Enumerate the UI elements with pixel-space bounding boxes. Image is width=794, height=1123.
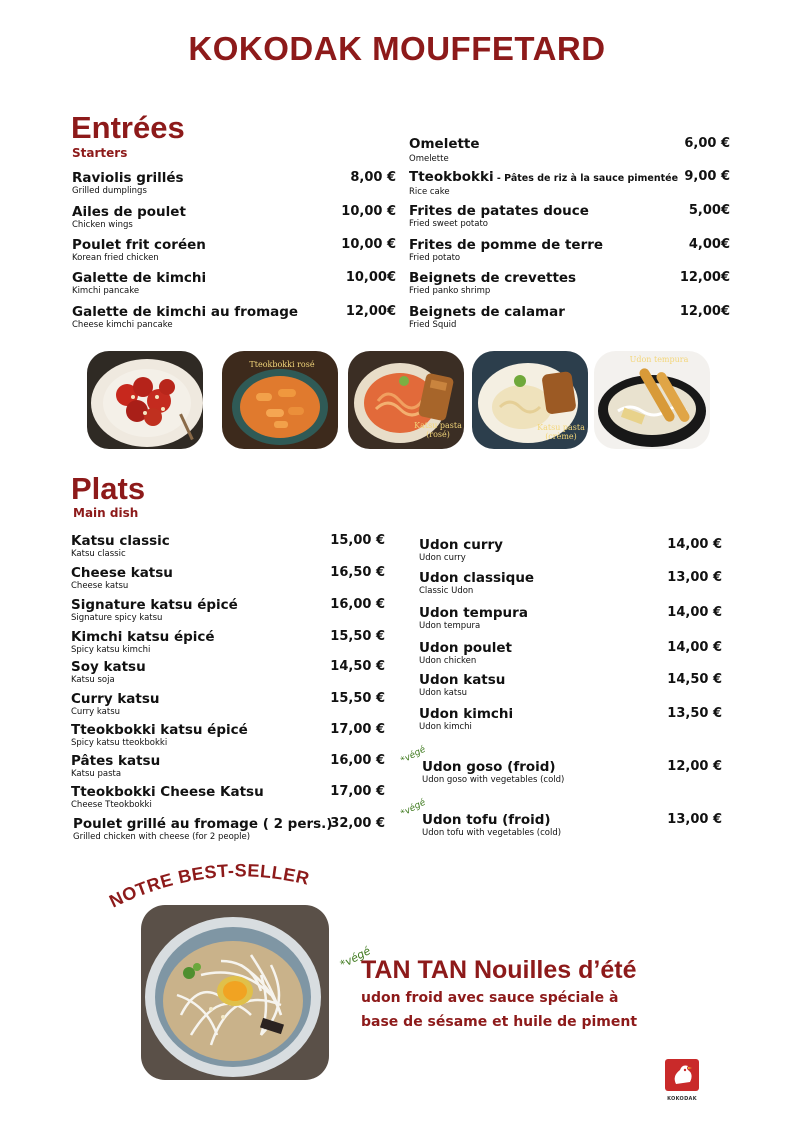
item-price: 13,50 € [667,706,722,721]
katsu-pasta-rose-photo [348,351,464,449]
menu-item [71,597,385,624]
item-price: 10,00 € [341,237,396,252]
item-price: 17,00 € [330,784,385,799]
menu-item [419,672,722,699]
item-price: 14,00 € [667,640,722,655]
item-price: 14,50 € [330,659,385,674]
best-seller-title: TAN TAN Nouilles d’été [361,956,637,984]
item-price: 4,00€ [688,237,730,252]
item-translation: Katsu classic [71,549,126,559]
item-name: Udon poulet [419,640,512,656]
item-name: Tteokbokki Cheese Katsu [71,784,264,800]
item-translation: Korean fried chicken [72,253,159,263]
menu-item [72,237,396,264]
item-name: Cheese katsu [71,565,173,581]
item-translation: Cheese kimchi pancake [72,320,173,330]
item-name: Poulet grillé au fromage ( 2 pers.) [73,816,333,832]
item-name: Soy katsu [71,659,146,675]
photo-caption: Udon tempura [629,355,689,364]
logo-text: KOKODAK [667,1096,697,1102]
entrees-title: Entrées [71,110,185,145]
item-name: Ailes de poulet [72,204,186,220]
vege-tag: *végé [337,944,373,971]
item-name: Udon goso (froid) [422,759,556,775]
item-translation: Cheese Tteokbokki [71,800,152,810]
menu-item [71,753,385,780]
best-seller-text: NOTRE BEST-SELLER [106,860,312,912]
item-translation: Fried panko shrimp [409,286,491,296]
menu-item [419,570,722,597]
photo-caption: Katsu pasta (crème) [537,423,585,441]
item-price: 6,00 € [684,136,730,151]
item-name: Frites de patates douce [409,203,589,219]
menu-item [72,270,396,297]
entrees-subtitle: Starters [72,146,128,160]
item-name: Galette de kimchi au fromage [72,304,299,320]
item-translation: Grilled dumplings [72,186,147,196]
item-translation: Udon tempura [419,621,481,631]
item-price: 14,50 € [667,672,722,687]
best-seller-description [361,986,637,1034]
item-price: 12,00 € [667,759,722,774]
item-name: Raviolis grillés [72,170,184,186]
item-price: 15,50 € [330,629,385,644]
kokodak-chicken-logo [664,1058,700,1100]
menu-item [409,270,730,297]
item-translation: Chicken wings [72,220,133,230]
item-translation: Udon tofu with vegetables (cold) [422,828,562,838]
item-price: 14,00 € [667,537,722,552]
restaurant-title: KOKODAK MOUFFETARD [188,30,606,67]
vege-tag: *végé [399,744,428,766]
item-translation: Grilled chicken with cheese (for 2 people) [73,832,251,842]
item-price: 13,00 € [667,812,722,827]
item-translation: Udon curry [419,553,466,563]
item-name: Udon kimchi [419,706,514,722]
item-price: 32,00 € [330,816,385,831]
item-translation: Spicy katsu kimchi [71,645,151,655]
item-name: Kimchi katsu épicé [71,629,215,645]
item-price: 13,00 € [667,570,722,585]
chicken-icon [664,1058,700,1092]
menu-item [409,304,730,331]
item-price: 16,00 € [330,597,385,612]
item-price: 17,00 € [330,722,385,737]
item-name: Tteokbokki katsu épicé [71,722,248,738]
menu-item [71,659,385,686]
item-name: Frites de pomme de terre [409,237,604,253]
menu-item [71,784,385,811]
photo-caption: Tteokbokki rosé [249,360,315,369]
menu-item [422,812,722,839]
item-translation: Classic Udon [419,586,474,596]
item-name: Beignets de calamar [409,304,565,320]
item-translation: Udon katsu [419,688,468,698]
item-price: 9,00 € [684,169,730,184]
menu-item [71,722,385,749]
item-translation: Udon kimchi [419,722,472,732]
item-name: Katsu classic [71,533,170,549]
menu-item [419,706,722,733]
tteokbokki-photo [222,351,338,449]
item-translation: Kimchi pancake [72,286,140,296]
photo-caption: Katsu pasta (rosé) [414,421,462,439]
menu-item [409,203,730,230]
item-name: Udon katsu [419,672,506,688]
item-name: Pâtes katsu [71,753,161,769]
vege-tag: *végé [399,797,428,819]
item-translation: Udon goso with vegetables (cold) [422,775,565,785]
item-translation: Cheese katsu [71,581,129,591]
item-translation: Katsu soja [71,675,115,685]
item-price: 14,00 € [667,605,722,620]
item-name: Omelette [409,136,480,152]
item-price: 15,00 € [330,533,385,548]
item-name: Udon tofu (froid) [422,812,551,828]
tan-tan-noodles-photo [141,905,329,1080]
item-translation: Omelette [409,154,449,164]
item-name: Udon curry [419,537,503,553]
item-name: Beignets de crevettes [409,270,577,286]
svg-text:NOTRE BEST-SELLER [106,860,311,911]
menu-item [71,691,385,718]
udon-tempura-photo [594,351,710,449]
item-name: Udon tempura [419,605,528,621]
item-price: 10,00 € [341,204,396,219]
menu-item [72,170,396,197]
item-price: 16,00 € [330,753,385,768]
menu-item [73,816,385,843]
plats-subtitle: Main dish [73,506,139,520]
item-name: Galette de kimchi [72,270,207,286]
menu-item [71,629,385,656]
fried-chicken-photo [87,351,203,449]
menu-item [72,304,396,331]
item-price: 12,00€ [679,304,730,319]
plats-title: Plats [71,471,146,506]
item-name: Signature katsu épicé [71,597,238,613]
best-seller-banner [105,852,365,912]
item-translation: Spicy katsu tteokbokki [71,738,168,748]
menu-item [71,533,385,560]
menu-item [419,640,722,667]
item-translation: Katsu pasta [71,769,122,779]
menu-item [409,136,730,165]
katsu-pasta-creme-photo [472,351,588,449]
item-name: Udon classique [419,570,535,586]
item-translation: Udon chicken [419,656,477,666]
item-price: 16,50 € [330,565,385,580]
item-price: 5,00€ [688,203,730,218]
menu-item [409,169,730,198]
item-name: Poulet frit coréen [72,237,206,253]
description-line: udon froid avec sauce spéciale à [361,990,619,1006]
item-name: Curry katsu [71,691,160,707]
item-price: 15,50 € [330,691,385,706]
item-translation: Fried potato [409,253,461,263]
item-price: 10,00€ [345,270,396,285]
item-price: 8,00 € [350,170,396,185]
item-translation: Rice cake [409,187,450,197]
item-translation: Fried Squid [409,320,457,330]
item-price: 12,00€ [679,270,730,285]
item-name: Tteokbokki - Pâtes de riz à la sauce pimentée [409,169,679,185]
item-translation: Fried sweet potato [409,219,488,229]
menu-item [422,759,722,786]
menu-item [71,565,385,592]
menu-item [419,537,722,564]
menu-item [409,237,730,264]
item-price: 12,00€ [345,304,396,319]
menu-item [419,605,722,632]
description-line: base de sésame et huile de piment [361,1014,638,1030]
item-translation: Curry katsu [71,707,121,717]
item-translation: Signature spicy katsu [71,613,163,623]
menu-item [72,204,396,231]
